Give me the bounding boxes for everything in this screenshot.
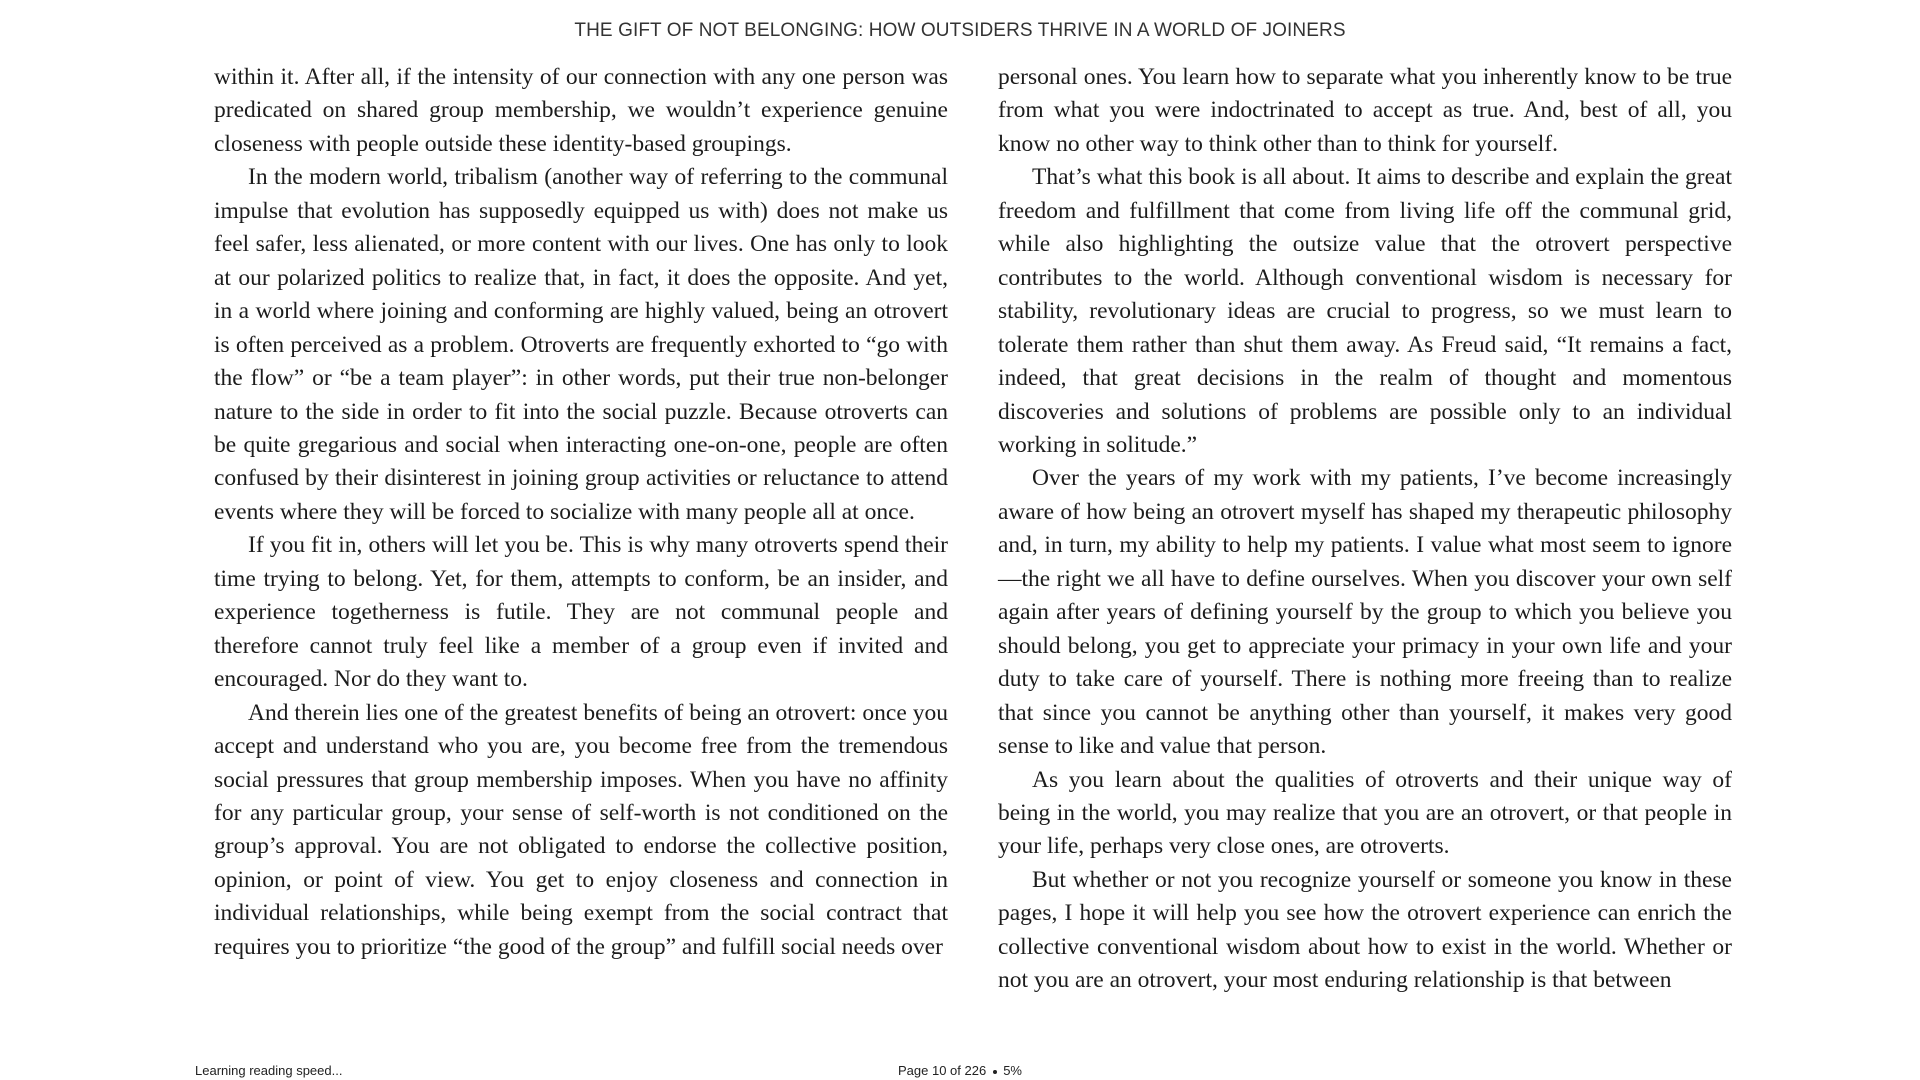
paragraph: But whether or not you recognize yourself or someone you know in these pages, I hope it will help you see how the otrovert experience can enrich the collective conventional wisdom about how to exist in the world. Whether or not you are an otrovert, your most enduring relationship is that between (998, 866, 1732, 994)
right-page-column (998, 61, 1732, 998)
paragraph: Over the years of my work with my patients, I’ve become increasingly aware of how being an otrovert myself has shaped my therapeutic philosophy and, in turn, my ability to help my patients. I value what most seem to ignore —the right we all have to define ourselves. When you discover your own self again after years of defining yourself by the group to which you believe you should belong, you get to appreciate your primacy in your own life and your duty to take care of yourself. There is nothing more freeing than to realize that since you cannot be anything other than yourself, it makes very good sense to like and value that person. (998, 465, 1732, 760)
paragraph: If you fit in, others will let you be. This is why many otroverts spend their time trying to belong. Yet, for them, attempts to conform, be an insider, and experience togetherness is futile. They are not communal people and therefore cannot truly feel like a member of a group even if invited and encouraged. Nor do they want to. (214, 532, 948, 693)
paragraph: And therein lies one of the greatest benefits of being an otrovert: once you accept and understand who you are, you become free from the tremendous social pressures that group membership imposes. When you have no affinity for any particular group, your sense of self-worth is not conditioned on the group’s approval. You are not obligated to endorse the collective position, opinion, or point of view. You get to enjoy closeness and connection in individual relationships, while being exempt from the social contract that requires you to prioritize “the good of the group” and fulfill social needs over (214, 699, 948, 960)
reading-speed-status: Learning reading speed... (195, 1063, 343, 1078)
book-title-header: THE GIFT OF NOT BELONGING: HOW OUTSIDERS THRIVE IN A WORLD OF JOINERS (574, 20, 1346, 41)
left-page-column (214, 61, 948, 964)
bullet-dot-icon (993, 1070, 997, 1074)
paragraph: In the modern world, tribalism (another way of referring to the communal impulse that evolution has supposedly equipped us with) does not make us feel safer, less alienated, or more content with our lives. One has only to look at our polarized politics to realize that, in fact, it does the opposite. And yet, in a world where joining and conforming are highly valued, being an otrovert is often perceived as a problem. Otroverts are frequently exhorted to “go with the flow” or “be a team player”: in other words, put their true non-belonger nature to the side in order to fit into the social puzzle. Because otroverts can be quite gregarious and social when interacting one-on-one, people are often confused by their disinterest in joining group activities or reluctance to attend events where they will be forced to socialize with many people all at once. (214, 164, 948, 525)
reading-pane[interactable] (214, 61, 1732, 1001)
paragraph: As you learn about the qualities of otroverts and their unique way of being in the world, you may realize that you are an otrovert, or that people in your life, perhaps very close ones, are otroverts. (998, 766, 1732, 860)
page-progress-indicator (0, 1063, 1920, 1078)
paragraph: within it. After all, if the intensity of our connection with any one person was predicated on shared group membership, we wouldn’t experience genuine closeness with people outside these identity-based groupings. (214, 64, 948, 157)
page-number-label: Page 10 of 226 (898, 1063, 987, 1078)
paragraph: That’s what this book is all about. It aims to describe and explain the great freedom and fulfillment that come from living life off the communal grid, while also highlighting the outsize value that the otrovert perspective contributes to the world. Although conventional wisdom is necessary for stability, revolutionary ideas are crucial to progress, so we must learn to tolerate them rather than shut them away. As Freud said, “It remains a fact, indeed, that great decisions in the realm of thought and momentous discoveries and solutions of problems are possible only to an individual working in solitude.” (998, 164, 1732, 458)
progress-percent: 5% (1003, 1063, 1022, 1078)
paragraph: personal ones. You learn how to separate what you inherently know to be true from what you were indoctrinated to accept as true. And, best of all, you know no other way to think other than to think for yourself. (998, 64, 1732, 157)
